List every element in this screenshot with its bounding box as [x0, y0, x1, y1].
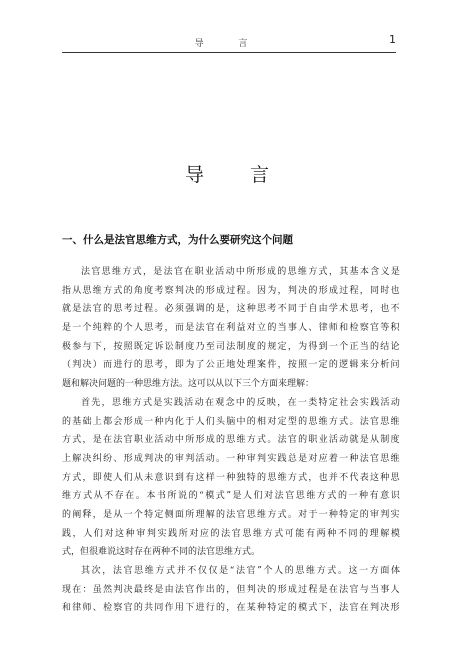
text-line: 现 在 ： 虽 然 判 决 最 终 是 由 法 官 作 出 的 ， 但 判 决 的 形 成 过 程 是 在 法 官 与 当 事 人 — [62, 584, 400, 595]
text-line: 极 参 与 下 ， 按 照 既 定 诉 讼 制 度 乃 至 司 法 制 度 的 规 定 ， 为 得 到 一 个 正 当 的 结 论 — [62, 341, 400, 352]
text-line: 题和解决问题的一种思维方法。这可以从以下三个方面来理解： — [62, 379, 315, 390]
text-line: 式，但很难说这时存在两种不同的法官思维方式。 — [62, 547, 261, 558]
chapter-title: 导言 — [184, 164, 315, 186]
text-line: 就 是 法 官 的 思 考 过 程 。 必 须 强 调 的 是 ， 这 种 思 考 不 同 于 自 由 学 术 思 考 ， 也 不 — [62, 304, 400, 315]
text-line: 维 方 式 从 不 存 在 。 本 书 所 说 的 “ 模 式 ” 是 人 们 对 法 官 思 维 方 式 的 一 种 有 意 识 — [62, 491, 400, 502]
text-line: 践 ， 人 们 对 这 种 审 判 实 践 所 对 应 的 法 官 思 维 方 式 可 能 有 两 种 不 同 的 理 解 模 — [62, 528, 400, 539]
text-line: 和 律 师 、 检 察 官 的 共 同 作 用 下 进 行 的 ， 在 某 种 特 定 的 模 式 下 ， 法 官 在 判 决 形 — [62, 603, 400, 614]
running-title: 导 言 — [194, 39, 264, 49]
section-heading: 一、什么是法官思维方式，为什么要研究这个问题 — [62, 234, 293, 246]
text-line: 方 式 ， 即 使 人 们 从 未 意 识 到 有 这 样 一 种 独 特 的 思 维 方 式 ， 也 并 不 代 表 这 种 思 — [62, 472, 400, 483]
body-text — [62, 263, 400, 618]
running-header — [62, 33, 396, 53]
text-line: 法 官 思 维 方 式 ， 是 法 官 在 职 业 活 动 中 所 形 成 的 思 维 方 式 ， 其 基 本 含 义 是 — [81, 267, 400, 277]
text-line: 其 次 ， 法 官 思 维 方 式 并 不 仅 仅 是 “ 法 官 ” 个 人 的 思 维 方 式 。 这 一 方 面 体 — [81, 566, 400, 576]
text-line: 的 阐 释 ， 是 从 一 个 特 定 侧 面 所 理 解 的 法 官 思 维 方 式 。 对 于 一 种 特 定 的 审 判 实 — [62, 509, 400, 520]
text-line: （ 判 决 ） 而 进 行 的 思 考 ， 即 为 了 公 正 地 处 理 案 件 ， 按 照 一 定 的 逻 辑 来 分 析 问 — [62, 360, 400, 371]
text-line: 是 一 个 纯 粹 的 个 人 思 考 ， 而 是 法 官 在 利 益 对 立 的 当 事 人 、 律 师 和 检 察 官 等 积 — [62, 323, 400, 334]
text-line: 上 解 决 纠 纷 、 形 成 判 决 的 审 判 活 动 。 一 种 审 判 实 践 总 是 对 应 着 一 种 法 官 思 维 — [62, 453, 400, 464]
text-line: 方 式 ， 是 在 法 官 职 业 活 动 中 所 形 成 的 思 维 方 式 。 法 官 的 职 业 活 动 就 是 从 制 度 — [62, 435, 400, 446]
page-number: 1 — [389, 33, 396, 46]
text-line: 指 从 思 维 方 式 的 角 度 考 察 判 决 的 形 成 过 程 。 因 为 ， 判 决 的 形 成 过 程 ， 同 时 也 — [62, 285, 400, 296]
text-line: 的 基 础 上 都 会 形 成 一 种 内 化 于 人 们 头 脑 中 的 相 对 定 型 的 思 维 方 式 。 法 官 思 维 — [62, 416, 400, 427]
text-line: 首 先 ， 思 维 方 式 是 实 践 活 动 在 观 念 中 的 反 映 ， 在 一 类 特 定 社 会 实 践 活 动 — [81, 397, 400, 408]
